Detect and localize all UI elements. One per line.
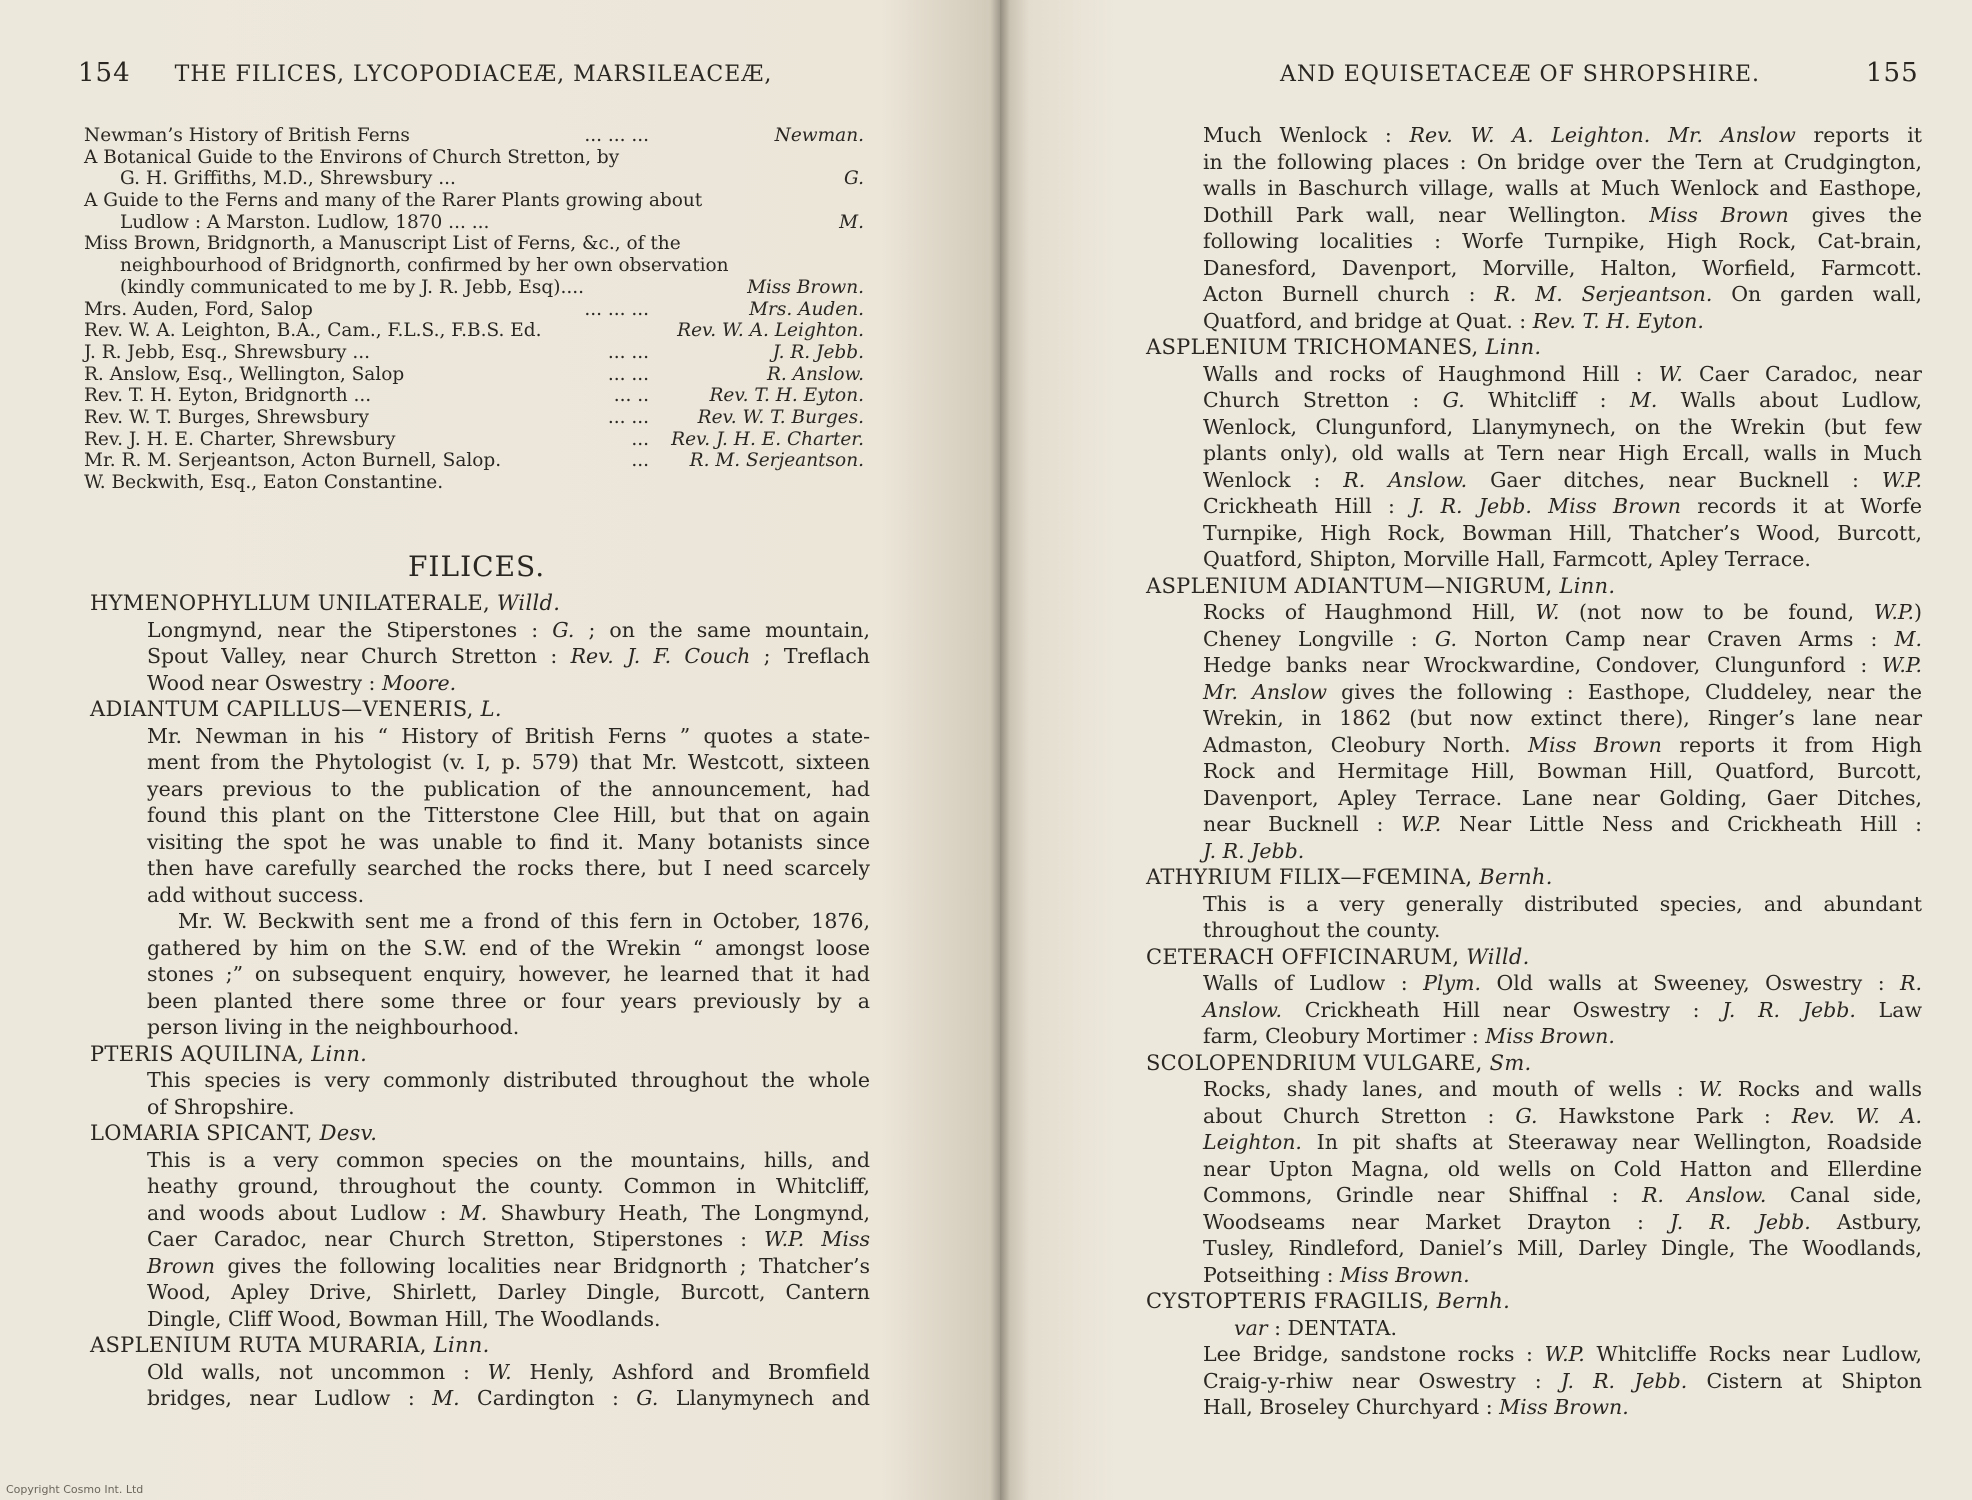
source-text: G. H. Griffiths, M.D., Shrewsbury ... — [120, 168, 456, 190]
text-line: Craig-y-rhiw near Oswestry : J. R. Jebb. Cistern at Shipton — [1203, 1368, 1922, 1393]
species-heading: ASPLENIUM RUTA MURARIA, Linn. — [90, 1333, 490, 1357]
source-text: Miss Brown, Bridgnorth, a Manuscript List of Ferns, &c., of the — [84, 233, 681, 255]
text-line: add without success. — [147, 882, 365, 907]
source-line — [84, 147, 864, 169]
source-line — [84, 385, 864, 407]
source-line — [84, 212, 864, 234]
left-text-column — [90, 590, 870, 1412]
text-line: throughout the county. — [1203, 918, 1441, 942]
source-abbreviation: R. M. Serjeantson. — [689, 450, 864, 472]
text-line: Hedge banks near Wrockwardine, Condover, Clungunford : W.P. — [1203, 653, 1922, 677]
text-line: Tusley, Rindleford, Daniel’s Mill, Darley Dingle, The Woodlands, — [1203, 1236, 1922, 1260]
source-abbreviation: Miss Brown. — [747, 276, 864, 298]
text-line: walls in Baschurch village, walls at Much Wenlock and Easthope, — [1203, 176, 1922, 200]
source-leader-dots: ... — [631, 428, 649, 450]
text-line: Walls of Ludlow : Plym. Old walls at Sweeney, Oswestry : R. — [1203, 971, 1922, 995]
text-line: Lee Bridge, sandstone rocks : W.P. Whitcliffe Rocks near Ludlow, — [1203, 1342, 1922, 1366]
source-line — [84, 190, 864, 212]
text-line: years previous to the publication of the announcement, had — [147, 776, 870, 801]
text-line: and woods about Ludlow : M. Shawbury Heath, The Longmynd, — [147, 1200, 870, 1225]
text-line: Hall, Broseley Churchyard : Miss Brown. — [1203, 1395, 1629, 1419]
source-text: Rev. W. T. Burges, Shrewsbury — [84, 406, 369, 428]
source-leader-dots: ... ... ... — [584, 298, 649, 320]
right-running-head — [1280, 58, 1919, 88]
source-line — [84, 342, 864, 364]
source-line — [84, 277, 864, 299]
species-heading: ASPLENIUM TRICHOMANES, Linn. — [1146, 335, 1542, 359]
text-line: plants only), old walls at Tern near High Ercall, walls in Much — [1203, 441, 1922, 465]
source-line — [84, 472, 864, 494]
text-line: Anslow. Crickheath Hill near Oswestry : J. R. Jebb. Law — [1203, 997, 1922, 1022]
source-line — [84, 320, 864, 342]
source-leader-dots: ... ... — [607, 406, 649, 428]
text-line: Rocks, shady lanes, and mouth of wells : W. Rocks and walls — [1203, 1077, 1922, 1101]
text-line: Quatford, and bridge at Quat. : Rev. T. H. Eyton. — [1203, 308, 1704, 333]
right-text-column — [1146, 122, 1922, 1421]
text-line: This species is very commonly distributed throughout the whole — [147, 1068, 870, 1092]
source-abbreviation: J. R. Jebb. — [772, 341, 864, 363]
text-line: Davenport, Apley Terrace. Lane near Golding, Gaer Ditches, — [1203, 785, 1922, 810]
source-abbreviation: Rev. W. A. Leighton. — [677, 320, 864, 342]
source-text: Mrs. Auden, Ford, Salop — [84, 298, 313, 320]
source-text: Rev. W. A. Leighton, B.A., Cam., F.L.S., F.B.S. Ed. — [84, 320, 542, 342]
source-abbreviation: Rev. J. H. E. Charter. — [671, 428, 864, 450]
text-line: Danesford, Davenport, Morville, Halton, Worfield, Farmcott. — [1203, 255, 1922, 280]
source-line — [84, 168, 864, 190]
text-line: Wood, Apley Drive, Shirlett, Darley Dingle, Burcott, Cantern — [147, 1280, 870, 1304]
text-line: J. R. Jebb. — [1203, 838, 1305, 863]
right-page — [1000, 0, 1972, 1500]
text-line: Leighton. In pit shafts at Steeraway near Wellington, Roadside — [1203, 1130, 1922, 1154]
text-line: near Bucknell : W.P. Near Little Ness and Crickheath Hill : — [1203, 812, 1922, 836]
text-line: This is a very common species on the mountains, hills, and — [147, 1147, 870, 1172]
text-line: Caer Caradoc, near Church Stretton, Stiperstones : W.P. Miss — [147, 1227, 870, 1251]
text-line: Admaston, Cleobury North. Miss Brown reports it from High — [1203, 732, 1922, 757]
species-heading: ADIANTUM CAPILLUS—VENERIS, L. — [90, 697, 502, 721]
text-line: of Shropshire. — [147, 1094, 295, 1119]
text-line: Commons, Grindle near Shiffnal : R. Anslow. Canal side, — [1203, 1183, 1922, 1207]
text-line: Wenlock, Clungunford, Llanymynech, on the Wrekin (but few — [1203, 414, 1922, 439]
text-line: Wood near Oswestry : Moore. — [147, 670, 457, 695]
source-line — [84, 125, 864, 147]
text-line: about Church Stretton : G. Hawkstone Park : Rev. W. A. — [1203, 1103, 1922, 1128]
source-leader-dots: ... ... ... — [584, 125, 649, 146]
text-line: Rock and Hermitage Hill, Bowman Hill, Quatford, Burcott, — [1203, 759, 1922, 783]
right-page-number: 155 — [1866, 58, 1919, 88]
sources-list — [84, 125, 864, 494]
text-line: Longmynd, near the Stiperstones : G. ; on the same mountain, — [147, 617, 870, 642]
source-line — [84, 299, 864, 321]
source-abbreviation: Newman. — [774, 125, 864, 146]
text-line: near Upton Magna, old wells on Cold Hatton and Ellerdine — [1203, 1156, 1922, 1181]
source-text: neighbourhood of Bridgnorth, confirmed by her own observation — [120, 255, 729, 277]
text-line: following localities : Worfe Turnpike, High Rock, Cat-brain, — [1203, 229, 1922, 253]
species-heading: SCOLOPENDRIUM VULGARE, Sm. — [1146, 1050, 1532, 1075]
copyright-watermark: Copyright Cosmo Int. Ltd — [6, 1483, 144, 1496]
text-line: Brown gives the following localities near Bridgnorth ; Thatcher’s — [147, 1253, 870, 1278]
text-line: bridges, near Ludlow : M. Cardington : G. Llanymynech and — [147, 1386, 871, 1410]
source-text: R. Anslow, Esq., Wellington, Salop — [84, 363, 405, 385]
source-line — [84, 364, 864, 386]
text-line: Woodseams near Market Drayton : J. R. Jebb. Astbury, — [1203, 1209, 1922, 1234]
source-text: W. Beckwith, Esq., Eaton Constantine. — [84, 472, 444, 493]
species-heading: CETERACH OFFICINARUM, Willd. — [1146, 944, 1530, 969]
source-text: Mr. R. M. Serjeantson, Acton Burnell, Salop. — [84, 450, 502, 472]
species-heading: CYSTOPTERIS FRAGILIS, Bernh. — [1146, 1289, 1511, 1313]
text-line: Dothill Park wall, near Wellington. Miss Brown gives the — [1203, 202, 1922, 227]
text-line: Quatford, Shipton, Morville Hall, Farmcott, Apley Terrace. — [1203, 547, 1811, 571]
text-line: ment from the Phytologist (v. I, p. 579) that Mr. Westcott, sixteen — [147, 750, 870, 774]
source-abbreviation: Rev. T. H. Eyton. — [709, 385, 864, 407]
source-line — [84, 233, 864, 255]
text-line: farm, Cleobury Mortimer : Miss Brown. — [1203, 1024, 1615, 1048]
text-line: Much Wenlock : Rev. W. A. Leighton. Mr. Anslow reports it — [1203, 123, 1922, 147]
text-line: Church Stretton : G. Whitcliff : M. Walls about Ludlow, — [1203, 388, 1923, 412]
text-line: Mr. W. Beckwith sent me a frond of this fern in October, 1876, — [178, 909, 870, 933]
source-leader-dots: ... ... — [607, 341, 649, 363]
source-text: A Guide to the Ferns and many of the Rarer Plants growing about — [84, 190, 703, 212]
text-line: Dingle, Cliff Wood, Bowman Hill, The Woodlands. — [147, 1306, 661, 1331]
species-heading: LOMARIA SPICANT, Desv. — [90, 1121, 378, 1145]
source-abbreviation: R. Anslow. — [766, 363, 864, 385]
source-line — [84, 407, 864, 429]
text-line: gathered by him on the S.W. end of the Wrekin “ amongst loose — [147, 935, 870, 960]
source-leader-dots: ... — [631, 450, 649, 472]
book-gutter — [990, 0, 1010, 1500]
source-abbreviation: G. — [844, 168, 864, 190]
left-running-head — [78, 58, 772, 88]
text-line: Mr. Anslow gives the following : Easthope, Cluddeley, near the — [1203, 679, 1922, 704]
text-line: in the following places : On bridge over the Tern at Crudgington, — [1203, 149, 1922, 174]
text-line: Cheney Longville : G. Norton Camp near Craven Arms : M. — [1203, 626, 1922, 651]
text-line: Rocks of Haughmond Hill, W. (not now to be found, W.P.) — [1203, 600, 1922, 624]
source-text: Ludlow : A Marston. Ludlow, 1870 ... ... — [120, 211, 490, 233]
text-line: person living in the neighbourhood. — [147, 1015, 520, 1039]
text-line: Crickheath Hill : J. R. Jebb. Miss Brown records it at Worfe — [1203, 494, 1923, 518]
text-line: Old walls, not uncommon : W. Henly, Ashford and Bromfield — [147, 1359, 870, 1384]
text-line: Acton Burnell church : R. M. Serjeantson. On garden wall, — [1203, 282, 1923, 306]
source-abbreviation: Mrs. Auden. — [749, 298, 864, 320]
text-line: Turnpike, High Rock, Bowman Hill, Thatcher’s Wood, Burcott, — [1203, 520, 1922, 545]
source-line — [84, 429, 864, 451]
left-page-number: 154 — [78, 58, 131, 88]
text-line: been planted there some three or four years previously by a — [147, 988, 870, 1013]
source-text: J. R. Jebb, Esq., Shrewsbury ... — [84, 341, 371, 363]
species-heading: PTERIS AQUILINA, Linn. — [90, 1041, 368, 1066]
text-line: then have carefully searched the rocks there, but I need scarcely — [147, 856, 870, 880]
left-running-title: THE FILICES, LYCOPODIACEÆ, MARSILEACEÆ, — [174, 62, 773, 87]
source-text: (kindly communicated to me by J. R. Jebb, Esq).... — [120, 276, 584, 298]
source-text: Rev. T. H. Eyton, Bridgnorth ... — [84, 385, 372, 407]
source-abbreviation: M. — [839, 211, 864, 233]
source-text: Rev. J. H. E. Charter, Shrewsbury — [84, 428, 396, 450]
species-heading: HYMENOPHYLLUM UNILATERALE, Willd. — [90, 591, 561, 615]
right-running-title: AND EQUISETACEÆ OF SHROPSHIRE. — [1280, 62, 1761, 87]
text-line: Walls and rocks of Haughmond Hill : W. Caer Caradoc, near — [1203, 361, 1922, 386]
text-line: var : DENTATA. — [1234, 1315, 1397, 1340]
text-line: found this plant on the Titterstone Clee Hill, but that on again — [147, 803, 870, 827]
text-line: Wenlock : R. Anslow. Gaer ditches, near Bucknell : W.P. — [1203, 467, 1922, 492]
species-heading: ASPLENIUM ADIANTUM—NIGRUM, Linn. — [1146, 573, 1616, 598]
source-text: Newman’s History of British Ferns — [84, 125, 410, 146]
source-abbreviation: Rev. W. T. Burges. — [697, 406, 864, 428]
species-heading: ATHYRIUM FILIX—FŒMINA, Bernh. — [1146, 865, 1553, 889]
source-line — [84, 255, 864, 277]
section-title: FILICES. — [408, 550, 546, 583]
text-line: This is a very generally distributed species, and abundant — [1203, 891, 1922, 916]
text-line: heathy ground, throughout the county. Common in Whitcliff, — [147, 1174, 870, 1198]
source-leader-dots: ... .. — [613, 385, 649, 407]
text-line: visiting the spot he was unable to find it. Many botanists since — [147, 829, 870, 854]
source-text: A Botanical Guide to the Environs of Church Stretton, by — [84, 146, 620, 168]
text-line: Mr. Newman in his “ History of British Ferns ” quotes a state- — [147, 723, 870, 748]
source-line — [84, 450, 864, 472]
text-line: Potseithing : Miss Brown. — [1203, 1262, 1470, 1287]
source-leader-dots: ... ... — [607, 363, 649, 385]
text-line: stones ;” on subsequent enquiry, however, he learned that it had — [147, 962, 870, 986]
text-line: Wrekin, in 1862 (but now extinct there), Ringer’s lane near — [1203, 706, 1922, 730]
text-line: Spout Valley, near Church Stretton : Rev. J. F. Couch ; Treflach — [147, 644, 870, 668]
